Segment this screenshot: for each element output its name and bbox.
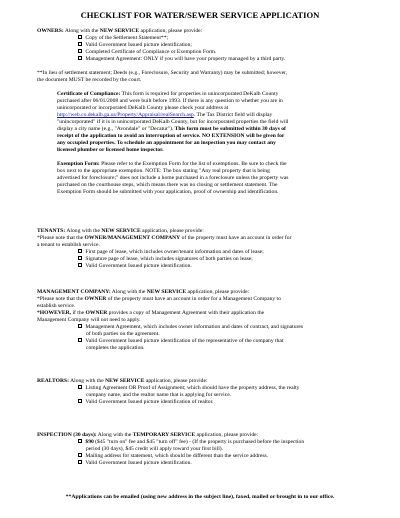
compliance-line-1: Certificate of Compliance: This form is required for properties in unincorporated DeKalb County: [57, 91, 279, 97]
tenants-note-line-2: a tenant to establish service.: [37, 242, 100, 248]
checkbox[interactable]: [78, 338, 82, 342]
management-label: MANAGEMENT COMPANY:: [37, 289, 111, 295]
owners-note-line-1: **In lieu of settlement statement; Deeds (e.g., Foreclosure, Security and Warranty) may be submitted; however,: [37, 70, 288, 76]
exemption-line-4: purchased on the courthouse steps, which means there was no closing or settlement statement. The: [57, 182, 278, 188]
compliance-line-9: licensed plumber or licensed home inspector.: [57, 147, 164, 153]
checkbox[interactable]: [78, 324, 82, 328]
checkbox[interactable]: [78, 35, 82, 39]
checkbox[interactable]: [78, 49, 82, 53]
management-item-1-cont: of both parties on the agreement.: [86, 331, 160, 337]
inspection-item-2: Mailing address for statement, which should be different than the service address.: [78, 453, 268, 460]
realtors-item-1-cont: company name, and the realtor name that is applying for service.: [86, 392, 232, 398]
inspection-section: INSPECTION (30 days): Along with the TEMPORARY SERVICE application, please provide:: [37, 432, 259, 438]
exemption-line-5: Exemption Form should be submitted with your application, proof of ownership and identification.: [57, 189, 279, 195]
management-item-1: Management Agreement, which includes owner information and dates of contract, and signatures: [78, 324, 303, 331]
checkbox[interactable]: [78, 56, 82, 60]
exemption-line-3: advertised for foreclosure;" does not include a home purchased in a foreclosure unless the property was: [57, 175, 289, 181]
owners-item-2: Valid Government Issued picture identification;: [78, 42, 192, 49]
inspection-item-1: $90 ($45 "turn on" fee and $45 "turn off" fee) - (If the property is purchased before the inspection: [78, 439, 304, 446]
exemption-line-1: Exemption Form: Please refer to the Exemption Form for the list of exemptions. Be sure to check the: [57, 161, 287, 167]
page-title: CHECKLIST FOR WATER/SEWER SERVICE APPLICATION: [80, 10, 320, 20]
checkbox[interactable]: [78, 385, 82, 389]
inspection-item-1-cont: period (30 days), $45 credit will apply toward your first bill).: [86, 446, 224, 452]
checkbox[interactable]: [78, 453, 82, 457]
management-section: MANAGEMENT COMPANY: Along with the NEW SERVICE application, please provide:: [37, 289, 250, 295]
management-note-line-1: *Please note that the OWNER of the property must have an account in order for a Management Company to: [37, 296, 281, 302]
compliance-line-7: receipt of the application to avoid an interruption of service. NO EXTENSION will be given for: [57, 133, 285, 139]
tenants-item-3: Valid Government Issued picture identification.: [78, 263, 192, 270]
compliance-line-5: "unincorporated" if it is in unincorporated DeKalb County, but for incorporated properties the field will: [57, 119, 289, 125]
checkbox[interactable]: [78, 439, 82, 443]
owners-label: OWNERS:: [37, 28, 64, 34]
compliance-line-2: purchased after 06/01/2008 and were built before 1993. If there is any question to whether you are in: [57, 98, 283, 104]
footer-note: **Applications can be emailed (using new address in the subject line), faxed, mailed or brought in to our office.: [65, 494, 335, 500]
owners-item-1: Copy of the Settlement Statement**;: [78, 35, 168, 42]
checkbox[interactable]: [78, 256, 82, 260]
owners-item-4: Management Agreement: ONLY if you will have your property managed by a third party.: [78, 56, 285, 63]
inspection-label: INSPECTION (30 days):: [37, 432, 97, 438]
tenants-item-1: First page of lease, which includes owner/tenant information and dates of lease;: [78, 249, 264, 256]
property-search-link[interactable]: http://web.co.dekalb.ga.us/Property/Appraisal/realSearch.asp: [57, 112, 194, 118]
realtors-item-2: Valid Government Issued picture identification of realtor.: [78, 399, 214, 406]
checkbox[interactable]: [78, 460, 82, 464]
owners-item-3: Completed Certificate of Compliance or Exemption Form.: [78, 49, 216, 56]
compliance-line-6: display a city name (e.g., "Avondale" or "Decatur"). This form must be submitted within 30 days of: [57, 126, 286, 132]
management-item-2-cont: completes the application.: [86, 345, 145, 351]
compliance-line-3: unincorporated or incorporated DeKalb County please check your address at: [57, 105, 229, 111]
tenants-section: TENANTS: Along with the NEW SERVICE application, please provide:: [37, 228, 204, 234]
compliance-line-4: http://web.co.dekalb.ga.us/Property/Appraisal/realSearch.asp. The Tax District field will display: [57, 112, 273, 118]
management-note-line-2: establish service.: [37, 303, 76, 309]
owners-intro: Along with the NEW SERVICE application, please provide:: [64, 28, 203, 34]
owners-note-line-2: the document MUST be recorded by the court.: [37, 77, 142, 83]
realtors-section: REALTORS: Along with the NEW SERVICE application, please provide:: [37, 378, 208, 384]
compliance-line-8: any occupied properties. To schedule an appointment for an inspection you may contact any: [57, 140, 276, 146]
tenants-label: TENANTS:: [37, 228, 66, 234]
inspection-item-3: Valid Government Issued picture identification.: [78, 460, 192, 467]
realtors-item-1: Listing Agreement OR Proof of Assignment; which should have the property address, the realty: [78, 385, 299, 392]
realtors-label: REALTORS:: [37, 378, 70, 384]
tenants-note-line-1: *Please note that the OWNER/MANAGEMENT COMPANY of the property must have an account in order for: [37, 235, 292, 241]
tenants-item-2: Signature page of lease, which includes signatures of both parties on lease;: [78, 256, 253, 263]
management-however-line-2: Management Company will not need to apply.: [37, 317, 141, 323]
checkbox[interactable]: [78, 42, 82, 46]
checkbox[interactable]: [78, 399, 82, 403]
checkbox[interactable]: [78, 263, 82, 267]
management-item-2: Valid Government Issued picture identification of the representative of the company that: [78, 338, 283, 345]
exemption-line-2: box next to the appropriate exemption. NOTE: The box stating "Any real property that is being: [57, 168, 270, 174]
owners-section: [37, 28, 202, 35]
management-however-line-1: *HOWEVER, if the OWNER provides a copy of Management Agreement with their application the: [37, 310, 265, 316]
checkbox[interactable]: [78, 249, 82, 253]
